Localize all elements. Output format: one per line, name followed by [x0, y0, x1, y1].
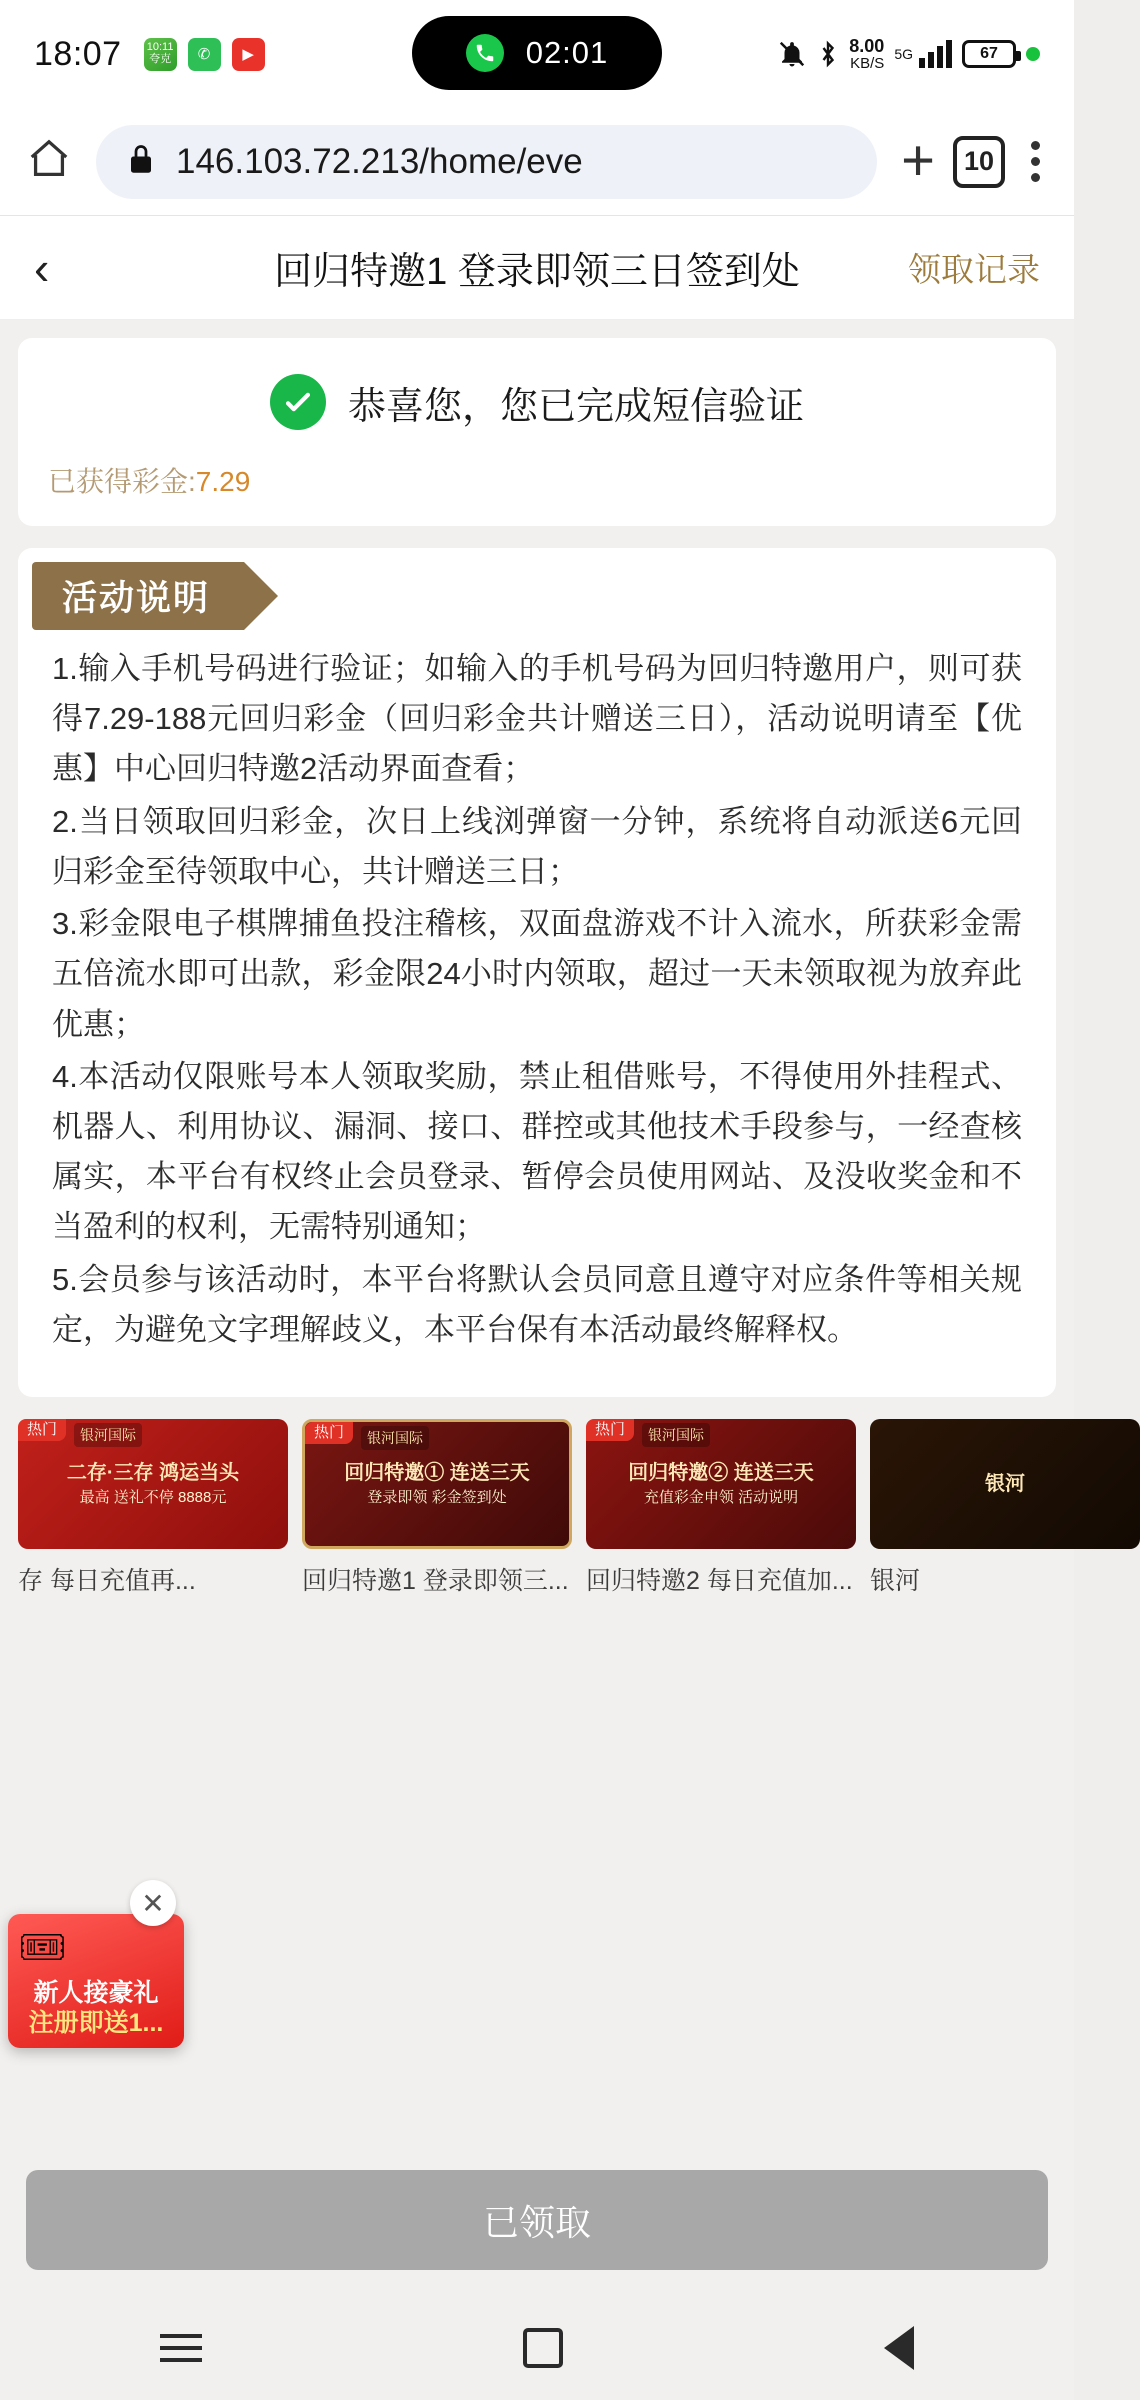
page-header	[0, 216, 1074, 320]
promo-thumb[interactable]	[586, 1419, 856, 1549]
promo-thumb-line1: 回归特邀① 连送三天	[344, 1462, 530, 1485]
app-icon-wechat: ✆	[188, 38, 221, 71]
rules-ribbon	[32, 562, 244, 630]
promo-card[interactable]	[18, 1419, 288, 1597]
network-speed: 8.00 KB/S	[849, 35, 885, 72]
verification-message: 恭喜您，您已完成短信验证	[347, 385, 804, 428]
page-title: 回归特邀1 登录即领三日签到处	[274, 251, 800, 293]
rules-ribbon-title: 活动说明	[62, 579, 211, 618]
floating-promo-banner[interactable]	[8, 1887, 184, 2048]
promo-thumb-line1: 二存·三存 鸿运当头	[66, 1462, 240, 1485]
status-right-icons	[777, 37, 1040, 72]
signal-bars-icon	[919, 40, 952, 68]
reward-label: 已获得彩金:	[48, 466, 196, 497]
promo-thumb-line2: 充值彩金申领 活动说明	[643, 1489, 799, 1507]
home-icon[interactable]	[26, 136, 72, 187]
reward-value: 7.29	[195, 466, 251, 497]
promo-thumb[interactable]	[302, 1419, 572, 1549]
coupon-icon: 🎟	[18, 1927, 67, 1969]
promo-thumb[interactable]	[18, 1419, 288, 1549]
system-nav-bar	[0, 2296, 1074, 2400]
promo-thumb-line1: 银河	[985, 1472, 1025, 1495]
browser-toolbar	[0, 108, 1074, 216]
promo-label: 银河	[870, 1567, 921, 1596]
promo-card[interactable]	[586, 1419, 856, 1597]
hot-badge: 热门	[18, 1419, 66, 1441]
status-bar	[0, 0, 1074, 108]
page-content	[0, 320, 1074, 2146]
back-triangle-icon[interactable]	[884, 2326, 914, 2370]
brand-label: 银河国际	[74, 1423, 142, 1447]
status-time: 18:07	[34, 34, 122, 73]
claim-records-link[interactable]: 领取记录	[908, 251, 1040, 288]
rule-paragraph: 4.本活动仅限账号本人领取奖励，禁止租借账号，不得使用外挂程式、机器人、利用协议、漏洞、接口、群控或其他技术手段参与，一经查核属实，本平台有权终止会员登录、暂停会员使用网站、及没收奖金和不当盈利的权利，无需特别通知；	[52, 1058, 1022, 1245]
tab-count-button[interactable]: 10	[953, 136, 1005, 188]
success-check-icon	[270, 374, 326, 430]
rules-body	[18, 644, 1056, 1355]
promo-label: 存 每日充值再...	[18, 1567, 196, 1596]
new-tab-button[interactable]: +	[901, 128, 935, 194]
promo-strip[interactable]	[18, 1419, 1056, 1597]
phone-icon	[466, 34, 504, 72]
promo-thumb[interactable]	[870, 1419, 1140, 1549]
hot-badge: 热门	[586, 1419, 634, 1441]
brand-label: 银河国际	[361, 1426, 429, 1450]
rules-card	[18, 548, 1056, 1397]
back-chevron-icon[interactable]: ‹	[34, 241, 50, 294]
verification-card	[18, 338, 1056, 526]
url-text: 146.103.72.213/home/eve	[176, 141, 583, 181]
green-dot	[1026, 47, 1040, 61]
status-app-icons	[144, 38, 265, 71]
network-type: 5G	[894, 45, 913, 62]
hot-badge: 热门	[305, 1422, 353, 1444]
floating-promo-line2: 注册即送1...	[28, 2009, 164, 2037]
url-bar[interactable]	[96, 125, 877, 199]
call-pill[interactable]	[412, 16, 662, 90]
bluetooth-icon	[817, 39, 839, 69]
promo-label: 回归特邀2 每日充值加...	[586, 1567, 853, 1596]
rule-paragraph: 2.当日领取回归彩金，次日上线浏弹窗一分钟，系统将自动派送6元回归彩金至待领取中心，共计赠送三日；	[52, 803, 1022, 889]
close-icon[interactable]: ✕	[130, 1880, 176, 1926]
promo-thumb-line2: 最高 送礼不停 8888元	[79, 1489, 227, 1507]
promo-card-selected[interactable]	[302, 1419, 572, 1597]
floating-promo-line1: 新人接豪礼	[33, 1979, 159, 2007]
app-icon-green-text: 10:11 夸克	[144, 38, 177, 71]
brand-label: 银河国际	[642, 1423, 710, 1447]
promo-thumb-line1: 回归特邀② 连送三天	[628, 1462, 814, 1485]
rule-paragraph: 3.彩金限电子棋牌捕鱼投注稽核，双面盘游戏不计入流水，所获彩金需五倍流水即可出款，彩金限24小时内领取，超过一天未领取视为放弃此优惠；	[52, 906, 1022, 1042]
rules-ribbon-wrap	[18, 548, 1056, 644]
lock-icon	[126, 142, 156, 181]
rule-paragraph: 5.会员参与该活动时，本平台将默认会员同意且遵守对应条件等相关规定，为避免文字理解歧义，本平台保有本活动最终解释权。	[52, 1261, 1022, 1347]
reward-amount-row	[48, 460, 1026, 500]
kebab-menu-icon[interactable]	[1023, 141, 1048, 182]
promo-card[interactable]	[870, 1419, 1140, 1597]
verification-success-row	[48, 374, 1026, 430]
bottom-action-bar	[0, 2146, 1074, 2296]
promo-label: 回归特邀1 登录即领三...	[302, 1567, 569, 1596]
promo-thumb-line2: 登录即领 彩金签到处	[367, 1489, 507, 1507]
home-square-icon[interactable]	[523, 2328, 563, 2368]
recents-icon[interactable]	[160, 2334, 202, 2362]
rule-paragraph: 1.输入手机号码进行验证；如输入的手机号码为回归特邀用户，则可获得7.29-188元回归彩金（回归彩金共计赠送三日），活动说明请至【优惠】中心回归特邀2活动界面查看；	[52, 651, 1022, 787]
claimed-button[interactable]: 已领取	[26, 2170, 1048, 2270]
app-icon-youtube: ▶	[232, 38, 265, 71]
call-timer: 02:01	[525, 35, 609, 70]
battery-icon: 67	[962, 40, 1016, 68]
bell-mute-icon	[777, 39, 807, 69]
